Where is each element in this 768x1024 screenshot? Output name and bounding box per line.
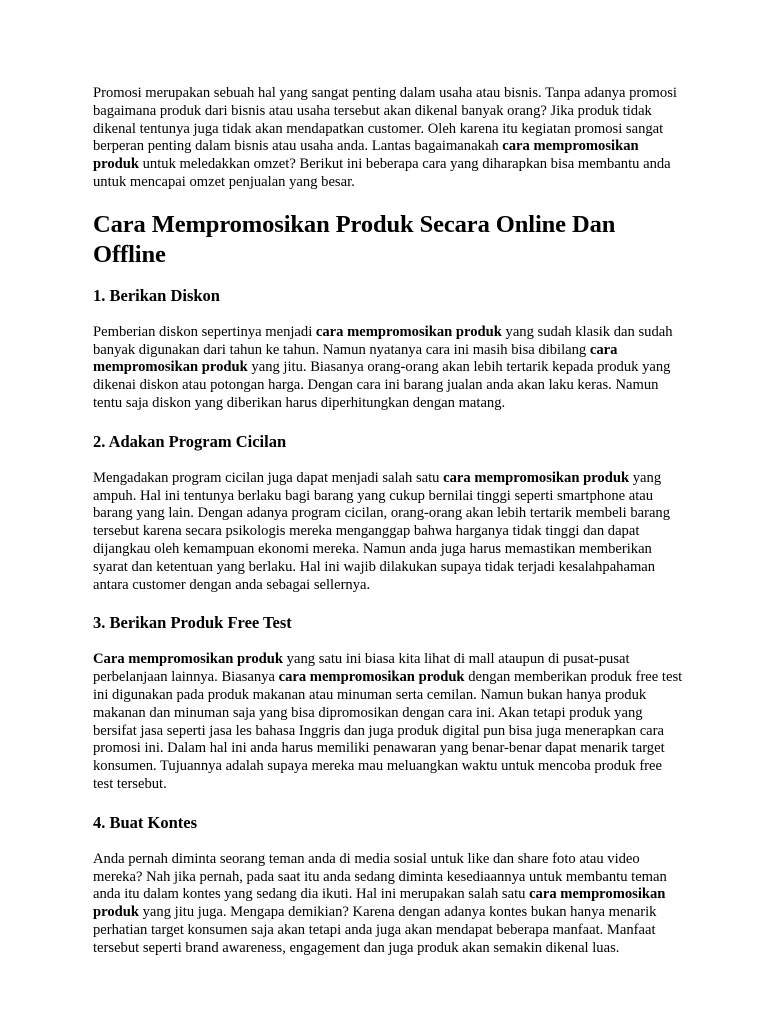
section-1-paragraph <box>93 324 683 413</box>
section-1-heading: 1. Berikan Diskon <box>93 285 220 305</box>
section-2-text-1: Mengadakan program cicilan juga dapat menjadi salah satu <box>93 469 444 486</box>
section-2-keyword-1: cara mempromosikan produk <box>443 469 630 486</box>
section-4-heading: 4. Buat Kontes <box>93 812 198 832</box>
section-1-text-2: yang sudah klasik dan sudah banyak digunakan dari tahun ke tahun. Namun nyatanya cara ini masih bisa dibilang <box>93 323 673 358</box>
intro-keyword: cara mempromosikan produk <box>93 138 639 173</box>
section-4-text-1: Anda pernah diminta seorang teman anda di media sosial untuk like dan share foto atau video mereka? Nah jika pernah, pada saat itu anda sedang diminta kesediaannya untuk membantu teman anda itu dalam kontes yang sedang dia ikuti. Hal ini merupakan salah satu <box>93 850 667 903</box>
section-1-text-1: Pemberian diskon sepertinya menjadi <box>93 323 316 340</box>
section-3-keyword-1: Cara mempromosikan produk <box>93 651 284 668</box>
section-2-text-2: yang ampuh. Hal ini tentunya berlaku bagi barang yang cukup bernilai tinggi seperti smartphone atau barang yang lain. Dengan adanya program cicilan, orang-orang akan lebih tertarik membeli barang tersebut karena secara psikologis mereka menganggap bahwa harganya tidak tinggi dan dapat dijangkau oleh kemampuan ekonomi mereka. Namun anda juga harus memastikan memberikan syarat dan ketentuan yang berlaku. Hal ini wajib dilakukan supaya tidak terjadi kesalahpahaman antara customer dengan anda sebagai sellernya. <box>93 469 671 593</box>
section-4-keyword-1: cara mempromosikan produk <box>93 886 666 921</box>
section-3-paragraph <box>93 651 683 793</box>
section-2-paragraph <box>93 470 683 595</box>
section-1-keyword-1: cara mempromosikan produk <box>315 323 502 340</box>
section-2-heading: 2. Adakan Program Cicilan <box>93 431 287 451</box>
section-3-text-1: yang satu ini biasa kita lihat di mall ataupun di pusat-pusat perbelanjaan lainnya. Biasanya <box>93 651 630 686</box>
section-3-heading: 3. Berikan Produk Free Test <box>93 613 292 633</box>
intro-text-1: Promosi merupakan sebuah hal yang sangat penting dalam usaha atau bisnis. Tanpa adanya promosi bagaimana produk dari bisnis atau usaha tersebut akan dikenal banyak orang? Jika produk tidak dikenal tentunya juga tidak akan mendapatkan customer. Oleh karena itu kegiatan promosi sangat berperan penting dalam bisnis atau usaha anda. Lantas bagaimanakah <box>93 85 677 155</box>
document-page <box>93 85 683 976</box>
section-1-text-3: yang jitu. Biasanya orang-orang akan lebih tertarik kepada produk yang dikenai diskon atau potongan harga. Dengan cara ini barang jualan anda akan laku keras. Namun tentu saja diskon yang diberikan harus diperhitungkan dengan matang. <box>93 359 671 411</box>
section-3-text-2: dengan memberikan produk free test ini digunakan pada produk makanan atau minuman serta cemilan. Namun bukan hanya produk makanan dan minuman saja yang bisa dipromosikan dengan cara ini. Akan tetapi produk yang bersifat jasa seperti jasa les bahasa Inggris dan juga produk digital pun bisa juga menerapkan cara promosi ini. Dalam hal ini anda harus memiliki penawaran yang benar-benar dapat menarik target konsumen. Tujuannya adalah supaya mereka mau meluangkan waktu untuk mencoba produk free test tersebut. <box>93 669 683 792</box>
intro-paragraph <box>93 85 683 192</box>
section-3-keyword-2: cara mempromosikan produk <box>278 669 465 686</box>
main-heading: Cara Mempromosikan Produk Secara Online Dan Offline <box>93 210 616 268</box>
section-4-text-2: yang jitu juga. Mengapa demikian? Karena dengan adanya kontes bukan hanya menarik perhatian target konsumen saja akan tetapi anda juga akan mendapat beberapa manfaat. Manfaat tersebut seperti brand awareness, engagement dan juga produk akan semakin dikenal luas. <box>93 904 657 956</box>
section-1-keyword-2: cara mempromosikan produk <box>93 341 618 376</box>
intro-text-2: untuk meledakkan omzet? Berikut ini beberapa cara yang diharapkan bisa membantu anda untuk mencapai omzet penjualan yang besar. <box>93 156 671 190</box>
section-4-paragraph <box>93 851 683 958</box>
